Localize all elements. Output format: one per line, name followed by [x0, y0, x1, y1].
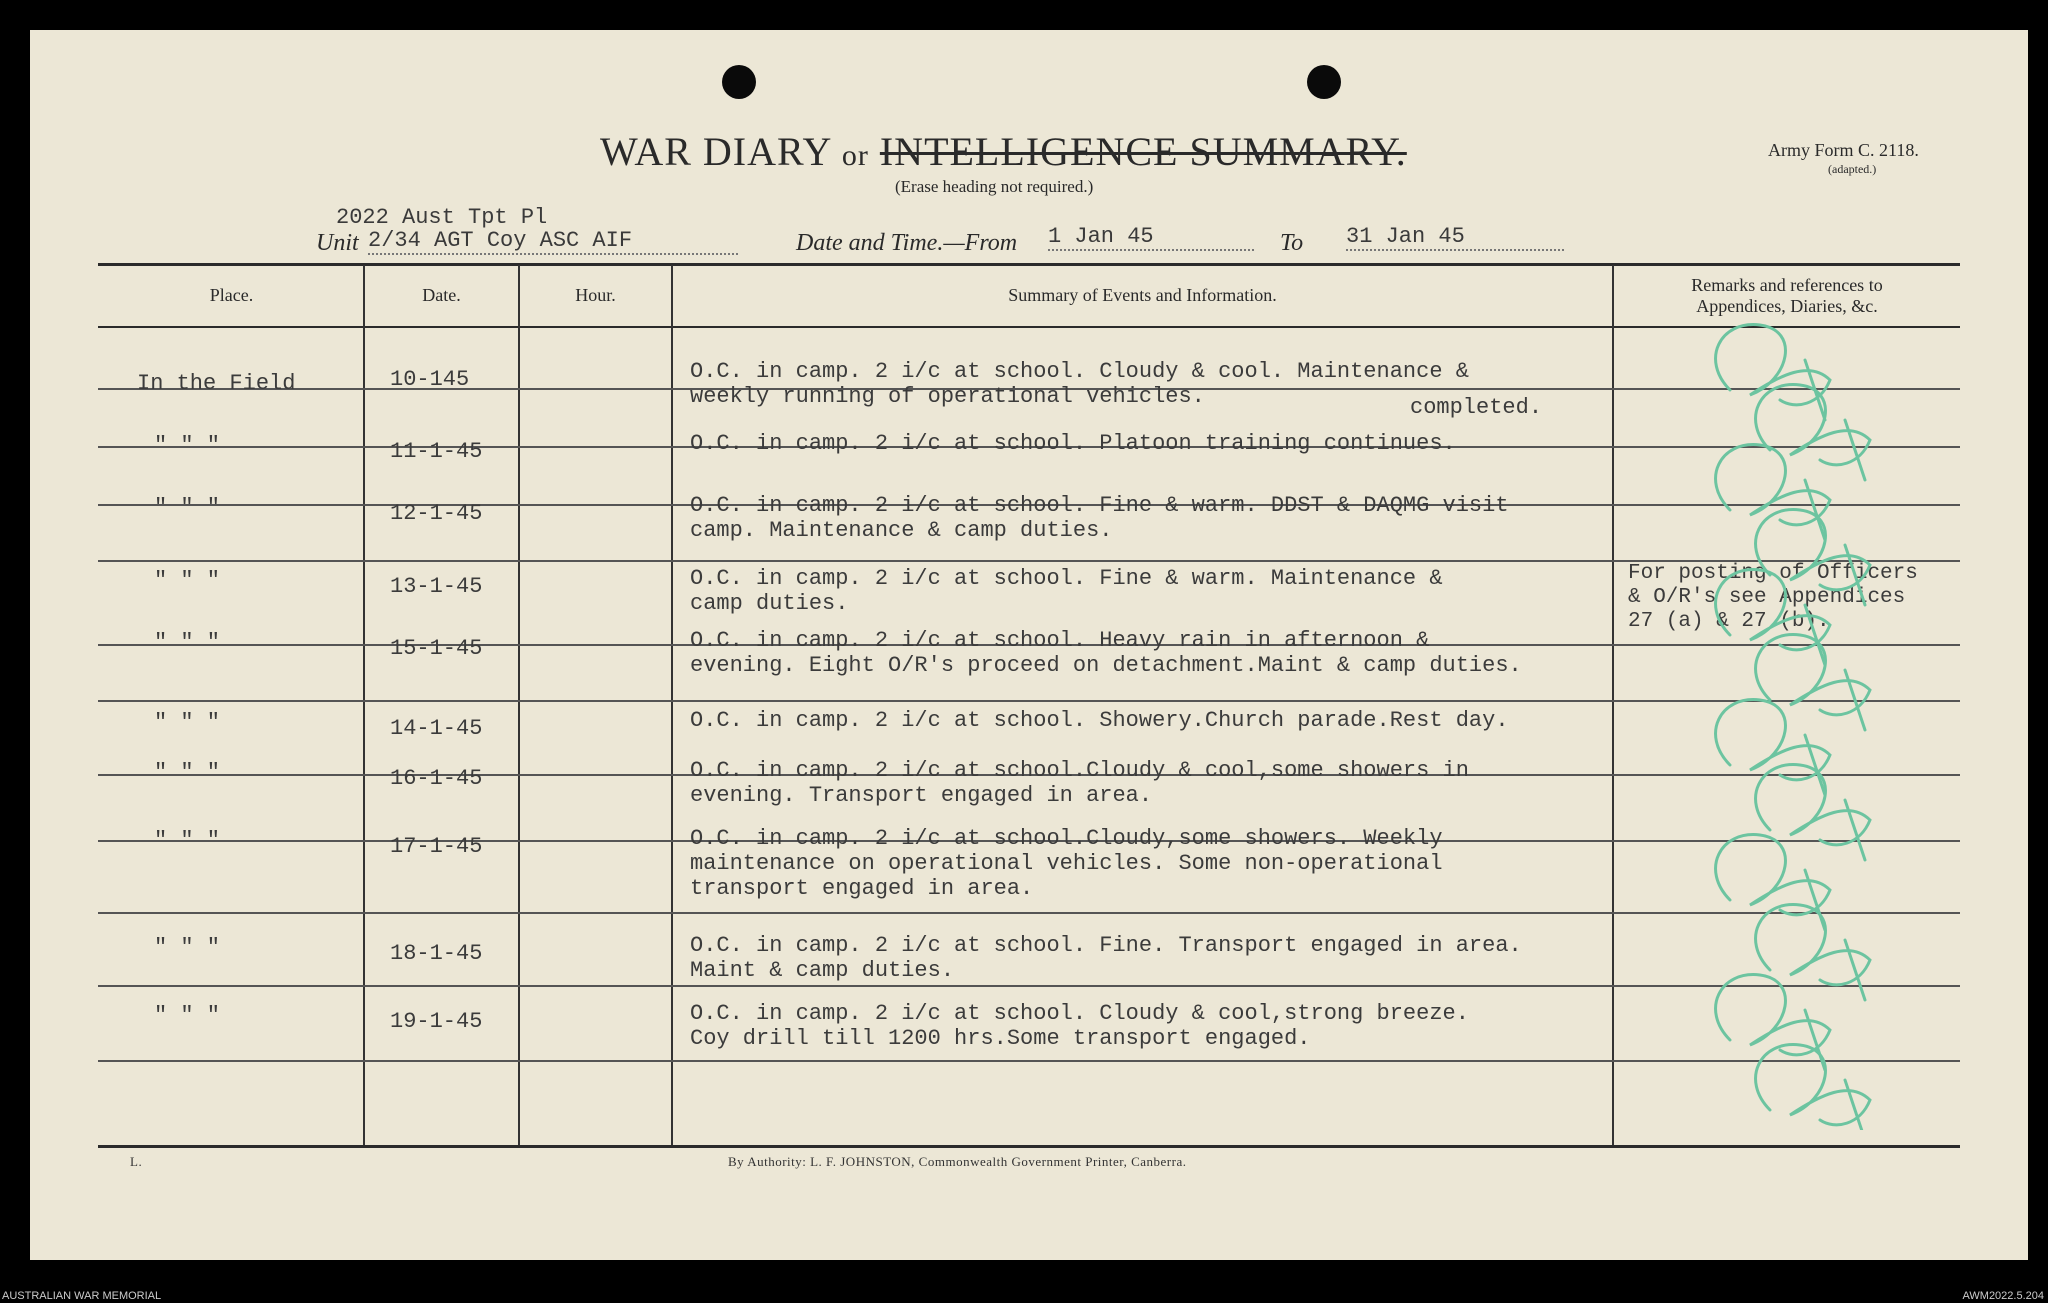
entry-date: 15-1-45: [390, 636, 483, 661]
footer-mark: L.: [130, 1154, 143, 1169]
initials-mark: [1716, 975, 1830, 1070]
initials-mark: [1716, 570, 1830, 665]
entry-place: " " ": [154, 935, 221, 960]
punch-hole-left: [722, 65, 756, 99]
adapted-note: (adapted.): [1828, 162, 1877, 176]
header-remarks-1: Remarks and references to: [1691, 275, 1883, 295]
entry-place: " " ": [154, 568, 221, 593]
entry-date: 13-1-45: [390, 574, 483, 599]
entry-correction: completed.: [1410, 395, 1543, 420]
col-divider-4: [1612, 265, 1614, 1145]
entry-date: 12-1-45: [390, 501, 483, 526]
col-divider-3: [671, 265, 673, 1145]
entry-summary-line: O.C. in camp. 2 i/c at school. Fine & warm. Maintenance &: [690, 566, 1443, 591]
header-hour: Hour.: [575, 285, 616, 305]
diary-page: [30, 30, 2028, 1260]
entry-date: 11-1-45: [390, 439, 483, 464]
entry-summary-line: O.C. in camp. 2 i/c at school. Cloudy & cool. Maintenance &: [690, 359, 1469, 384]
entry-summary-line: O.C. in camp. 2 i/c at school.Cloudy & cool,some showers in: [690, 758, 1469, 783]
initials-signatures: [1680, 310, 1960, 1130]
entry-summary-line: camp duties.: [690, 591, 849, 616]
header-date: Date.: [422, 285, 461, 305]
entry-summary-line: transport engaged in area.: [690, 876, 1034, 901]
initials-mark: [1756, 765, 1870, 860]
header-summary: Summary of Events and Information.: [1008, 285, 1277, 305]
initials-mark: [1756, 905, 1870, 1000]
entry-summary-line: O.C. in camp. 2 i/c at school. Fine. Transport engaged in area.: [690, 933, 1522, 958]
entry-date: 18-1-45: [390, 941, 483, 966]
entry-summary-line: evening. Eight O/R's proceed on detachment.Maint & camp duties.: [690, 653, 1522, 678]
entry-summary-line: O.C. in camp. 2 i/c at school. Showery.Church parade.Rest day.: [690, 708, 1509, 733]
entry-date: 19-1-45: [390, 1009, 483, 1034]
printer-authority: By Authority: L. F. JOHNSTON, Commonwealth Government Printer, Canberra.: [728, 1154, 1187, 1169]
entry-summary-line: weekly running of operational vehicles.: [690, 384, 1205, 409]
entry-date: 10-145: [390, 367, 470, 392]
table-bottom-rule: [98, 1145, 1960, 1148]
entry-summary-line: O.C. in camp. 2 i/c at school.Cloudy,some showers. Weekly: [690, 826, 1443, 851]
header-place: Place.: [209, 285, 254, 305]
entry-summary-line: O.C. in camp. 2 i/c at school. Platoon training continues.: [690, 431, 1456, 456]
entry-date: 16-1-45: [390, 766, 483, 791]
caption-right: AWM2022.5.204: [1962, 1290, 2044, 1302]
remarks-line: & O/R's see Appendices: [1628, 586, 1906, 609]
remarks-line: For posting of Officers: [1628, 562, 1918, 585]
entry-place: " " ": [154, 495, 221, 520]
initials-mark: [1756, 1045, 1870, 1130]
entry-place: In the Field: [137, 371, 296, 396]
entry-date: 14-1-45: [390, 716, 483, 741]
entry-place: " " ": [154, 433, 221, 458]
date-from-label: Date and Time.—From: [796, 230, 1018, 256]
entry-place: " " ": [154, 630, 221, 655]
unit-label: Unit: [316, 230, 359, 256]
entry-date: 17-1-45: [390, 834, 483, 859]
struck-heading: INTELLIGENCE SUMMARY.: [879, 129, 1407, 174]
initials-mark: [1716, 325, 1830, 420]
date-to-label: To: [1280, 230, 1304, 256]
initials-mark: [1756, 635, 1870, 730]
entry-place: " " ": [154, 710, 221, 735]
entry-place: " " ": [154, 760, 221, 785]
initials-mark: [1756, 510, 1870, 605]
unit-line-1: 2022 Aust Tpt Pl: [336, 205, 548, 230]
entry-place: " " ": [154, 828, 221, 853]
entry-summary-line: O.C. in camp. 2 i/c at school. Heavy rain in afternoon &: [690, 628, 1430, 653]
entry-summary-line: evening. Transport engaged in area.: [690, 783, 1153, 808]
entry-summary-line: camp. Maintenance & camp duties.: [690, 518, 1113, 543]
punch-hole-right: [1307, 65, 1341, 99]
initials-mark: [1716, 700, 1830, 795]
remarks-line: 27 (a) & 27 (b).: [1628, 610, 1830, 633]
subtitle: (Erase heading not required.): [895, 177, 1094, 196]
header-remarks-2: Appendices, Diaries, &c.: [1696, 296, 1878, 316]
date-to-value: 31 Jan 45: [1346, 224, 1564, 251]
entry-summary-line: maintenance on operational vehicles. Some non-operational: [690, 851, 1443, 876]
date-from-value: 1 Jan 45: [1048, 224, 1254, 251]
page-title: WAR DIARY or INTELLIGENCE SUMMARY.: [600, 129, 1407, 174]
entry-summary-line: Coy drill till 1200 hrs.Some transport engaged.: [690, 1026, 1311, 1051]
col-divider-2: [518, 265, 520, 1145]
initials-mark: [1716, 835, 1830, 930]
initials-mark: [1716, 445, 1830, 540]
army-form-number: Army Form C. 2118.: [1768, 140, 1919, 160]
unit-line-2: 2/34 AGT Coy ASC AIF: [368, 228, 738, 255]
entry-summary-line: O.C. in camp. 2 i/c at school. Cloudy & cool,strong breeze.: [690, 1001, 1469, 1026]
entry-summary-line: O.C. in camp. 2 i/c at school. Fine & warm. DDST & DAQMG visit: [690, 493, 1509, 518]
table-top-rule: [98, 263, 1960, 266]
entry-place: " " ": [154, 1003, 221, 1028]
col-divider-1: [363, 265, 365, 1145]
entry-summary-line: Maint & camp duties.: [690, 958, 955, 983]
caption-left: AUSTRALIAN WAR MEMORIAL: [2, 1290, 162, 1302]
